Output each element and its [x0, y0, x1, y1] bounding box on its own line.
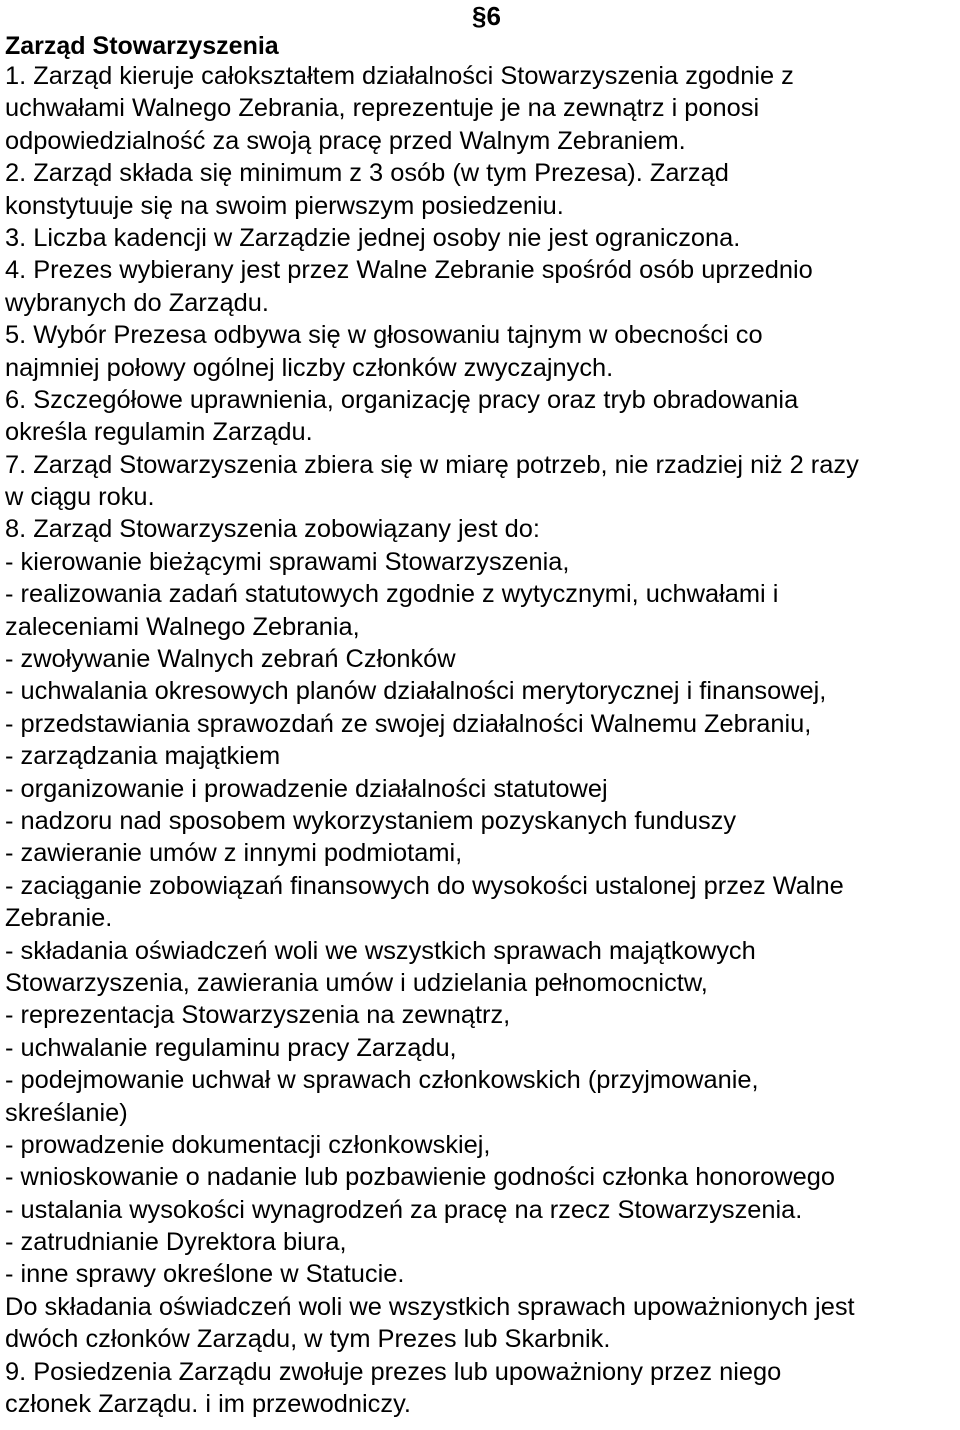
- text-line: Do składania oświadczeń woli we wszystkich sprawach upoważnionych jest: [5, 1292, 855, 1321]
- text-line: odpowiedzialność za swoją pracę przed Walnym Zebraniem.: [5, 126, 686, 155]
- list-item: - zaciąganie zobowiązań finansowych do wysokości ustalonej przez Walne: [5, 871, 844, 900]
- list-item: - zatrudnianie Dyrektora biura,: [5, 1228, 347, 1257]
- text-line: 5. Wybór Prezesa odbywa się w głosowaniu tajnym w obecności co: [5, 321, 763, 350]
- text-line: konstytuuje się na swoim pierwszym posiedzeniu.: [5, 191, 564, 220]
- list-item-continuation: skreślanie): [5, 1098, 128, 1127]
- list-item: - prowadzenie dokumentacji członkowskiej,: [5, 1130, 491, 1159]
- list-item: - przedstawiania sprawozdań ze swojej działalności Walnemu Zebraniu,: [5, 709, 812, 738]
- text-line: 3. Liczba kadencji w Zarządzie jednej osoby nie jest ograniczona.: [5, 223, 741, 252]
- section-title: Zarząd Stowarzyszenia: [5, 32, 279, 60]
- list-item: - organizowanie i prowadzenie działalności statutowej: [5, 774, 608, 803]
- list-item: - inne sprawy określone w Statucie.: [5, 1260, 405, 1289]
- text-line: 8. Zarząd Stowarzyszenia zobowiązany jest do:: [5, 515, 540, 544]
- text-line: 9. Posiedzenia Zarządu zwołuje prezes lub upoważniony przez niego: [5, 1357, 782, 1386]
- list-item: - zawieranie umów z innymi podmiotami,: [5, 839, 463, 868]
- list-item-continuation: zaleceniami Walnego Zebrania,: [5, 612, 360, 641]
- text-line: 7. Zarząd Stowarzyszenia zbiera się w miarę potrzeb, nie rzadziej niż 2 razy: [5, 450, 859, 479]
- text-line: 1. Zarząd kieruje całokształtem działalności Stowarzyszenia zgodnie z: [5, 62, 794, 90]
- list-item: - uchwalanie regulaminu pracy Zarządu,: [5, 1033, 457, 1062]
- list-item: - uchwalania okresowych planów działalności merytorycznej i finansowej,: [5, 677, 827, 706]
- list-item: - podejmowanie uchwał w sprawach członkowskich (przyjmowanie,: [5, 1066, 759, 1095]
- list-item: - nadzoru nad sposobem wykorzystaniem pozyskanych funduszy: [5, 806, 737, 835]
- text-line: w ciągu roku.: [5, 483, 155, 512]
- list-item: - kierowanie bieżącymi sprawami Stowarzyszenia,: [5, 547, 570, 576]
- section-number: §6: [472, 1, 501, 31]
- list-item: - składania oświadczeń woli we wszystkich sprawach majątkowych: [5, 936, 756, 965]
- list-item-continuation: Stowarzyszenia, zawierania umów i udzielania pełnomocnictw,: [5, 968, 708, 997]
- list-item: - ustalania wysokości wynagrodzeń za pracę na rzecz Stowarzyszenia.: [5, 1195, 803, 1224]
- text-line: wybranych do Zarządu.: [5, 288, 269, 317]
- text-line: 2. Zarząd składa się minimum z 3 osób (w tym Prezesa). Zarząd: [5, 159, 729, 188]
- text-line: 4. Prezes wybierany jest przez Walne Zebranie spośród osób uprzednio: [5, 256, 813, 285]
- list-item: - wnioskowanie o nadanie lub pozbawienie godności członka honorowego: [5, 1163, 835, 1192]
- list-item: - realizowania zadań statutowych zgodnie z wytycznymi, uchwałami i: [5, 580, 779, 609]
- text-line: dwóch członków Zarządu, w tym Prezes lub Skarbnik.: [5, 1325, 611, 1354]
- text-line: członek Zarządu. i im przewodniczy.: [5, 1390, 411, 1419]
- list-item: - zarządzania majątkiem: [5, 742, 281, 771]
- text-line: 6. Szczegółowe uprawnienia, organizację pracy oraz tryb obradowania: [5, 385, 799, 414]
- section-body: [5, 60, 960, 1420]
- text-line: określa regulamin Zarządu.: [5, 418, 313, 447]
- text-line: najmniej połowy ogólnej liczby członków zwyczajnych.: [5, 353, 614, 382]
- list-item: - zwoływanie Walnych zebrań Członków: [5, 645, 456, 674]
- text-line: uchwałami Walnego Zebrania, reprezentuje je na zewnątrz i ponosi: [5, 94, 760, 123]
- list-item: - reprezentacja Stowarzyszenia na zewnątrz,: [5, 1001, 511, 1030]
- list-item-continuation: Zebranie.: [5, 904, 113, 933]
